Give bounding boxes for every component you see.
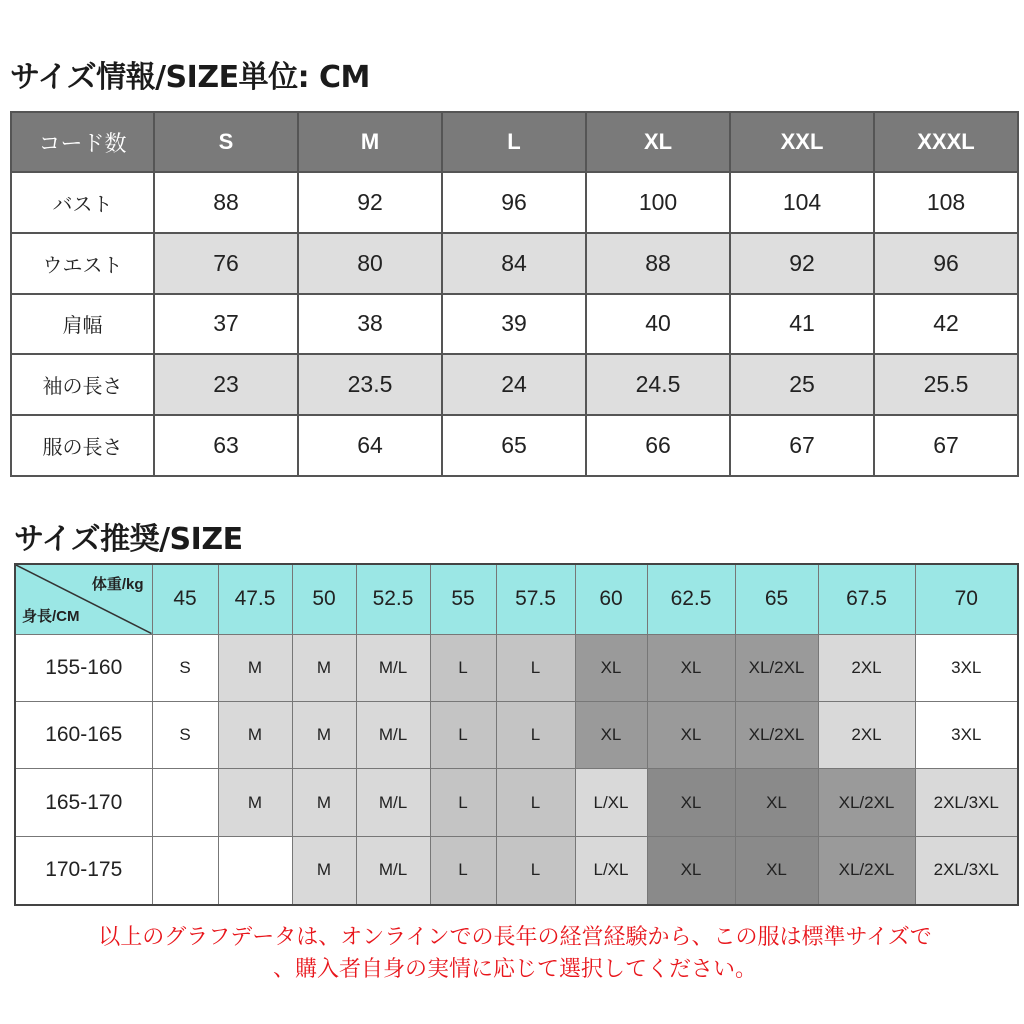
size-value-cell: 41 (730, 294, 874, 355)
recommended-size-cell (152, 769, 218, 836)
size-value-cell: 66 (586, 415, 730, 476)
size-info-title: サイズ情報/SIZE単位: CM (10, 60, 370, 95)
weight-header-cell: 57.5 (496, 564, 575, 634)
recommended-size-cell: XL/2XL (735, 634, 818, 701)
recommended-size-cell: XL (575, 634, 647, 701)
size-value-cell: 25.5 (874, 354, 1018, 415)
recommended-size-cell: 3XL (915, 634, 1018, 701)
size-header-label: コード数 (11, 112, 154, 172)
size-header-cell: XXL (730, 112, 874, 172)
size-value-cell: 92 (298, 172, 442, 233)
size-header-cell: M (298, 112, 442, 172)
weight-header-cell: 70 (915, 564, 1018, 634)
size-value-cell: 42 (874, 294, 1018, 355)
size-value-cell: 92 (730, 233, 874, 294)
size-header-row (11, 112, 1018, 172)
height-row (15, 701, 1018, 768)
weight-header-cell: 45 (152, 564, 218, 634)
weight-header-cell: 67.5 (818, 564, 915, 634)
size-value-cell: 39 (442, 294, 586, 355)
size-row-label: 袖の長さ (11, 354, 154, 415)
recommended-size-cell: 2XL/3XL (915, 769, 1018, 836)
recommended-size-cell: 2XL (818, 701, 915, 768)
recommended-size-cell: L (430, 769, 496, 836)
recommended-size-cell: L (496, 836, 575, 905)
recommended-size-cell: M (292, 769, 356, 836)
recommended-size-cell: L/XL (575, 769, 647, 836)
size-value-cell: 76 (154, 233, 298, 294)
size-value-cell: 25 (730, 354, 874, 415)
corner-height-label: 身長/CM (22, 607, 80, 625)
size-value-cell: 24 (442, 354, 586, 415)
size-recommend-title: サイズ推奨/SIZE (14, 522, 243, 557)
size-row-label: バスト (11, 172, 154, 233)
recommended-size-cell: XL (647, 701, 735, 768)
disclaimer-note (20, 922, 1010, 986)
size-value-cell: 67 (730, 415, 874, 476)
size-value-cell: 88 (154, 172, 298, 233)
size-value-cell: 108 (874, 172, 1018, 233)
size-value-cell: 23.5 (298, 354, 442, 415)
size-value-cell: 100 (586, 172, 730, 233)
size-row (11, 233, 1018, 294)
weight-header-cell: 60 (575, 564, 647, 634)
recommended-size-cell: XL (575, 701, 647, 768)
recommended-size-cell: L/XL (575, 836, 647, 905)
recommended-size-cell: L (496, 701, 575, 768)
weight-header-cell: 52.5 (356, 564, 430, 634)
recommended-size-cell: XL (735, 769, 818, 836)
size-value-cell: 40 (586, 294, 730, 355)
recommended-size-cell: L (430, 634, 496, 701)
recommended-size-cell: XL (647, 836, 735, 905)
recommended-size-cell: M (218, 769, 292, 836)
recommended-size-cell (218, 836, 292, 905)
height-row (15, 769, 1018, 836)
size-row-label: ウエスト (11, 233, 154, 294)
height-row (15, 634, 1018, 701)
size-recommend-table (14, 563, 1019, 906)
height-label: 155-160 (15, 634, 152, 701)
size-row (11, 172, 1018, 233)
recommended-size-cell: 2XL/3XL (915, 836, 1018, 905)
size-info-table (10, 111, 1019, 477)
size-row (11, 415, 1018, 476)
weight-header-row (15, 564, 1018, 634)
weight-header-cell: 55 (430, 564, 496, 634)
recommended-size-cell: M (292, 701, 356, 768)
recommended-size-cell: L (496, 634, 575, 701)
recommended-size-cell: M/L (356, 634, 430, 701)
size-header-cell: L (442, 112, 586, 172)
weight-header-cell: 50 (292, 564, 356, 634)
recommended-size-cell: XL (647, 769, 735, 836)
size-value-cell: 84 (442, 233, 586, 294)
size-value-cell: 80 (298, 233, 442, 294)
size-row (11, 294, 1018, 355)
recommended-size-cell: M (292, 634, 356, 701)
height-row (15, 836, 1018, 905)
size-header-cell: XL (586, 112, 730, 172)
recommended-size-cell: XL/2XL (818, 836, 915, 905)
corner-header (15, 564, 152, 634)
weight-header-cell: 47.5 (218, 564, 292, 634)
recommended-size-cell: 2XL (818, 634, 915, 701)
height-label: 165-170 (15, 769, 152, 836)
recommended-size-cell: M (218, 634, 292, 701)
weight-header-cell: 62.5 (647, 564, 735, 634)
size-value-cell: 67 (874, 415, 1018, 476)
recommended-size-cell: S (152, 701, 218, 768)
size-row-label: 服の長さ (11, 415, 154, 476)
recommended-size-cell: M/L (356, 836, 430, 905)
size-value-cell: 64 (298, 415, 442, 476)
size-value-cell: 38 (298, 294, 442, 355)
recommended-size-cell: L (496, 769, 575, 836)
size-value-cell: 96 (442, 172, 586, 233)
size-value-cell: 63 (154, 415, 298, 476)
size-header-cell: XXXL (874, 112, 1018, 172)
recommended-size-cell: S (152, 634, 218, 701)
size-row (11, 354, 1018, 415)
size-value-cell: 24.5 (586, 354, 730, 415)
recommended-size-cell: XL/2XL (818, 769, 915, 836)
recommended-size-cell: XL (647, 634, 735, 701)
recommended-size-cell: M/L (356, 701, 430, 768)
size-value-cell: 88 (586, 233, 730, 294)
height-label: 160-165 (15, 701, 152, 768)
recommended-size-cell (152, 836, 218, 905)
size-value-cell: 96 (874, 233, 1018, 294)
size-row-label: 肩幅 (11, 294, 154, 355)
recommended-size-cell: M/L (356, 769, 430, 836)
size-value-cell: 65 (442, 415, 586, 476)
height-label: 170-175 (15, 836, 152, 905)
note-line-2: 、購入者自身の実情に応じて選択してください。 (272, 957, 757, 982)
recommended-size-cell: L (430, 836, 496, 905)
recommended-size-cell: L (430, 701, 496, 768)
size-value-cell: 23 (154, 354, 298, 415)
corner-weight-label: 体重/kg (91, 576, 144, 593)
recommended-size-cell: M (218, 701, 292, 768)
recommended-size-cell: M (292, 836, 356, 905)
recommended-size-cell: XL (735, 836, 818, 905)
recommended-size-cell: 3XL (915, 701, 1018, 768)
note-line-1: 以上のグラフデータは、オンラインでの長年の経営経験から、この服は標準サイズで (98, 925, 932, 950)
size-header-cell: S (154, 112, 298, 172)
size-value-cell: 37 (154, 294, 298, 355)
size-value-cell: 104 (730, 172, 874, 233)
recommended-size-cell: XL/2XL (735, 701, 818, 768)
weight-header-cell: 65 (735, 564, 818, 634)
